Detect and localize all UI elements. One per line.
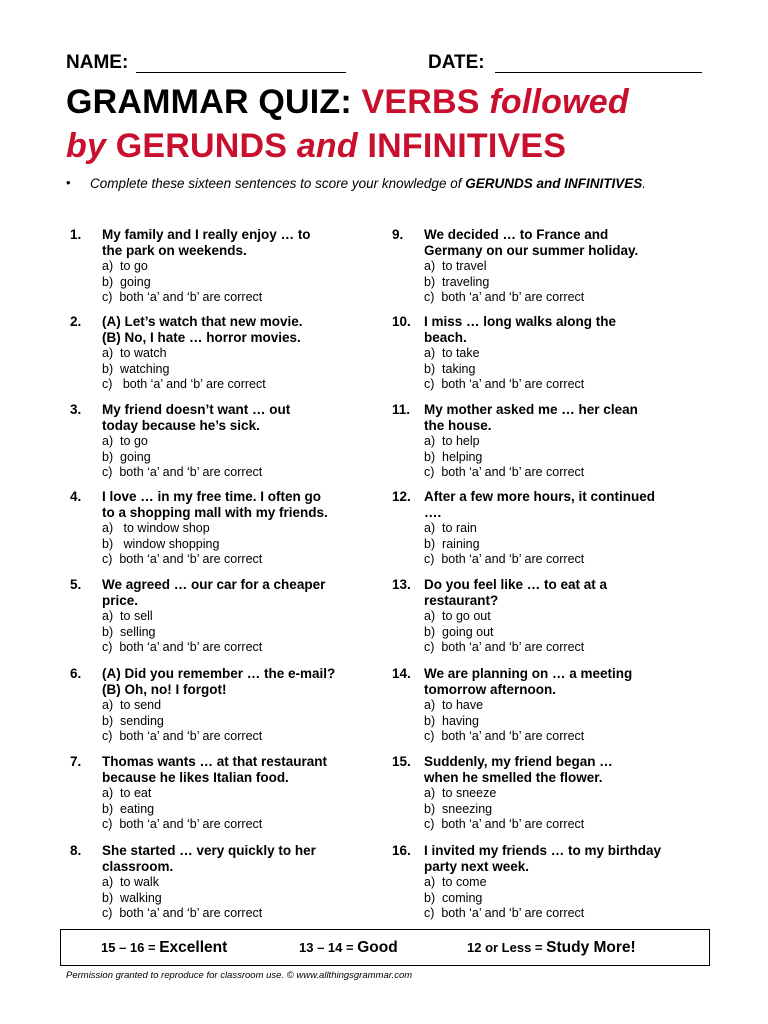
option-b[interactable]: b) window shopping <box>102 536 220 551</box>
question-number: 6. <box>70 666 82 681</box>
title-part-2: VERBS <box>361 83 490 121</box>
score-excellent-range: 15 – 16 = <box>101 940 160 955</box>
question-number: 7. <box>70 754 82 769</box>
title-part-1: GRAMMAR QUIZ: <box>66 83 362 121</box>
instructions-text <box>90 176 690 192</box>
question-text: My family and I really enjoy … to the park on weekends. <box>102 227 311 258</box>
option-c[interactable]: c) both ‘a’ and ‘b’ are correct <box>424 290 585 304</box>
question-item <box>392 666 712 751</box>
title-part-3: followed <box>489 83 629 121</box>
option-c[interactable]: c) both ‘a’ and ‘b’ are correct <box>102 552 263 566</box>
page-title <box>66 80 726 168</box>
question-text: My mother asked me … her clean the house. <box>424 402 638 433</box>
question-body <box>102 754 372 833</box>
question-body <box>424 314 694 393</box>
question-item <box>70 843 390 928</box>
name-label: NAME: <box>66 52 129 73</box>
question-item <box>392 577 712 662</box>
question-body <box>424 227 694 306</box>
question-item <box>392 402 712 487</box>
option-b[interactable]: b) raining <box>424 536 480 551</box>
title-part-4: by <box>66 127 116 165</box>
option-b[interactable]: b) selling <box>102 624 156 639</box>
option-a[interactable]: a) to have <box>424 698 484 712</box>
question-item <box>70 227 390 312</box>
question-text: After a few more hours, it continued …. <box>424 489 656 520</box>
name-blank-line[interactable] <box>136 72 346 73</box>
question-body <box>102 227 372 306</box>
question-item <box>392 754 712 839</box>
option-c[interactable]: c) both ‘a’ and ‘b’ are correct <box>424 552 585 566</box>
option-a[interactable]: a) to walk <box>102 875 159 889</box>
option-a[interactable]: a) to go out <box>424 609 491 623</box>
score-excellent <box>101 939 227 957</box>
question-body <box>102 489 372 568</box>
question-number: 2. <box>70 314 82 329</box>
question-item <box>70 666 390 751</box>
question-body <box>424 754 694 833</box>
score-good-label: Good <box>357 939 398 956</box>
option-b[interactable]: b) going <box>102 449 151 464</box>
score-good <box>299 939 398 957</box>
question-text: Thomas wants … at that restaurant because he likes Italian food. <box>102 754 328 785</box>
option-a[interactable]: a) to sneeze <box>424 786 497 800</box>
bullet-icon: • <box>66 175 71 190</box>
title-part-5: GERUNDS <box>115 127 297 165</box>
option-c[interactable]: c) both ‘a’ and ‘b’ are correct <box>102 906 263 920</box>
question-text: My friend doesn’t want … out today because he’s sick. <box>102 402 291 433</box>
question-body <box>424 666 694 745</box>
question-item <box>392 227 712 312</box>
question-body <box>102 402 372 481</box>
option-c[interactable]: c) both ‘a’ and ‘b’ are correct <box>102 377 266 391</box>
option-a[interactable]: a) to help <box>424 434 480 448</box>
question-item <box>70 754 390 839</box>
question-text: We are planning on … a meeting tomorrow afternoon. <box>424 666 633 697</box>
title-part-6: and <box>296 127 368 165</box>
option-c[interactable]: c) both ‘a’ and ‘b’ are correct <box>424 640 585 654</box>
instructions-text-bold: GERUNDS and INFINITIVES <box>465 176 643 191</box>
question-body <box>102 666 372 745</box>
question-text: Do you feel like … to eat at a restaurant? <box>424 577 608 608</box>
question-number: 11. <box>392 402 411 417</box>
option-b[interactable]: b) helping <box>424 449 483 464</box>
score-study-more-label: Study More! <box>546 939 636 956</box>
question-body <box>424 489 694 568</box>
instructions-text-start: Complete these sixteen sentences to score your knowledge of <box>90 176 466 191</box>
option-b[interactable]: b) walking <box>102 890 162 905</box>
option-a[interactable]: a) to travel <box>424 259 487 273</box>
question-number: 10. <box>392 314 411 329</box>
option-b[interactable]: b) traveling <box>424 274 490 289</box>
option-a[interactable]: a) to sell <box>102 609 153 623</box>
question-item <box>392 489 712 574</box>
option-b[interactable]: b) having <box>424 713 479 728</box>
option-b[interactable]: b) taking <box>424 361 476 376</box>
option-c[interactable]: c) both ‘a’ and ‘b’ are correct <box>102 465 263 479</box>
option-a[interactable]: a) to go <box>102 259 148 273</box>
header-row <box>66 50 706 80</box>
option-a[interactable]: a) to come <box>424 875 487 889</box>
question-number: 15. <box>392 754 411 769</box>
option-a[interactable]: a) to watch <box>102 346 167 360</box>
question-number: 12. <box>392 489 411 504</box>
question-number: 5. <box>70 577 82 592</box>
question-body <box>424 843 694 922</box>
question-text: (A) Let’s watch that new movie. (B) No, I hate … horror movies. <box>102 314 303 345</box>
date-label: DATE: <box>428 52 485 73</box>
option-b[interactable]: b) sneezing <box>424 801 493 816</box>
question-number: 9. <box>392 227 404 242</box>
option-a[interactable]: a) to send <box>102 698 162 712</box>
question-number: 13. <box>392 577 411 592</box>
option-c[interactable]: c) both ‘a’ and ‘b’ are correct <box>102 729 263 743</box>
option-a[interactable]: a) to eat <box>102 786 152 800</box>
question-item <box>70 402 390 487</box>
option-a[interactable]: a) to window shop <box>102 521 210 535</box>
question-body <box>102 577 372 656</box>
question-number: 8. <box>70 843 82 858</box>
option-c[interactable]: c) both ‘a’ and ‘b’ are correct <box>424 465 585 479</box>
question-text: She started … very quickly to her classroom. <box>102 843 316 874</box>
question-body <box>424 402 694 481</box>
footer-permission: Permission granted to reproduce for classroom use. © www.allthingsgrammar.com <box>66 970 413 981</box>
score-good-range: 13 – 14 = <box>299 940 358 955</box>
question-body <box>102 843 372 922</box>
option-c[interactable]: c) both ‘a’ and ‘b’ are correct <box>424 817 585 831</box>
score-box <box>60 929 710 966</box>
question-item <box>70 577 390 662</box>
title-part-7: INFINITIVES <box>367 127 567 165</box>
option-a[interactable]: a) to go <box>102 434 148 448</box>
question-body <box>102 314 372 393</box>
question-item <box>392 843 712 928</box>
option-b[interactable]: b) sending <box>102 713 164 728</box>
option-c[interactable]: c) both ‘a’ and ‘b’ are correct <box>102 640 263 654</box>
question-number: 14. <box>392 666 411 681</box>
question-item <box>392 314 712 399</box>
option-b[interactable]: b) watching <box>102 361 170 376</box>
score-study-more-range: 12 or Less = <box>467 940 547 955</box>
question-text: We decided … to France and Germany on our summer holiday. <box>424 227 639 258</box>
option-b[interactable]: b) eating <box>102 801 155 816</box>
question-item <box>70 314 390 399</box>
option-b[interactable]: b) coming <box>424 890 483 905</box>
question-number: 16. <box>392 843 411 858</box>
option-c[interactable]: c) both ‘a’ and ‘b’ are correct <box>102 817 263 831</box>
option-a[interactable]: a) to take <box>424 346 480 360</box>
question-number: 1. <box>70 227 82 242</box>
score-study-more <box>467 939 636 957</box>
score-excellent-label: Excellent <box>159 939 228 956</box>
option-a[interactable]: a) to rain <box>424 521 477 535</box>
question-number: 3. <box>70 402 82 417</box>
option-b[interactable]: b) going <box>102 274 151 289</box>
question-text: I invited my friends … to my birthday party next week. <box>424 843 662 874</box>
question-number: 4. <box>70 489 82 504</box>
question-text: I love … in my free time. I often go to a shopping mall with my friends. <box>102 489 328 520</box>
option-b[interactable]: b) going out <box>424 624 494 639</box>
question-text: Suddenly, my friend began … when he smelled the flower. <box>424 754 613 785</box>
question-item <box>70 489 390 574</box>
instructions-text-end: . <box>642 176 647 191</box>
option-c[interactable]: c) both ‘a’ and ‘b’ are correct <box>424 906 585 920</box>
option-c[interactable]: c) both ‘a’ and ‘b’ are correct <box>424 729 585 743</box>
question-text: I miss … long walks along the beach. <box>424 314 617 345</box>
question-text: (A) Did you remember … the e-mail? (B) Oh, no! I forgot! <box>102 666 336 697</box>
date-blank-line[interactable] <box>495 72 702 73</box>
option-c[interactable]: c) both ‘a’ and ‘b’ are correct <box>424 377 585 391</box>
question-body <box>424 577 694 656</box>
question-text: We agreed … our car for a cheaper price. <box>102 577 326 608</box>
option-c[interactable]: c) both ‘a’ and ‘b’ are correct <box>102 290 263 304</box>
